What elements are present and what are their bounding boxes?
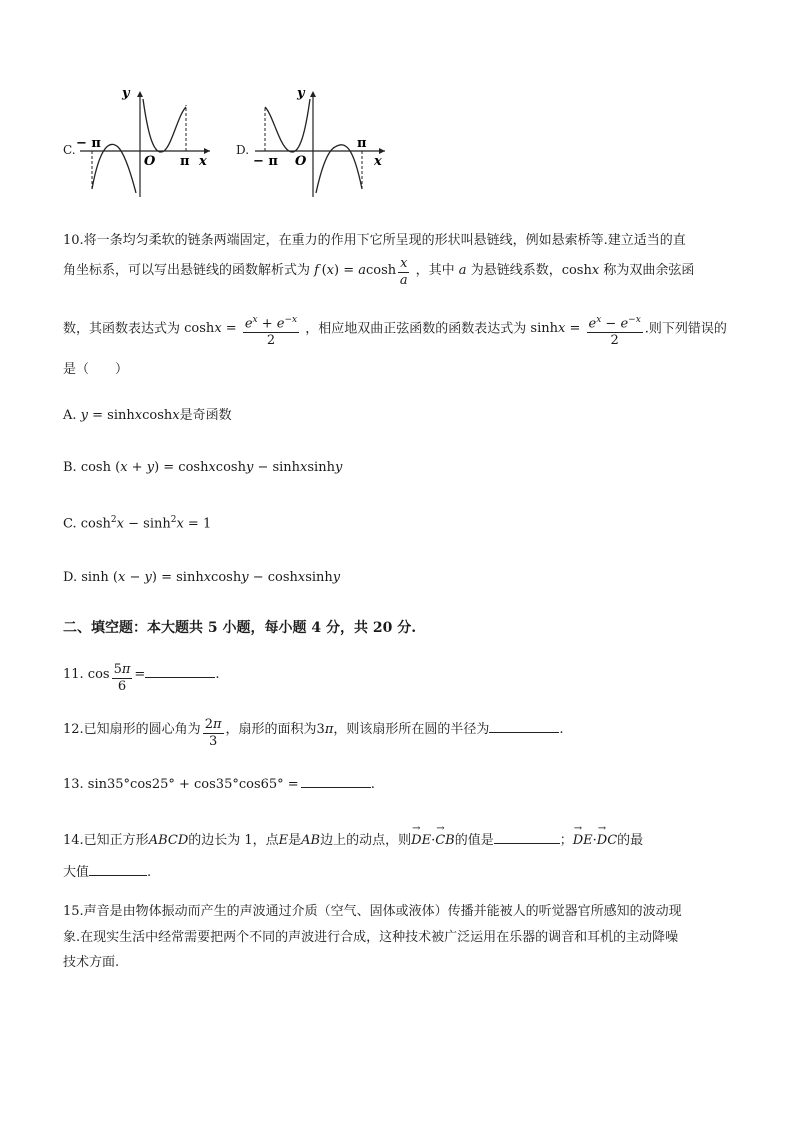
q15-line-3: 技术方面. — [63, 955, 120, 970]
q10-line-2 — [63, 256, 694, 289]
neg-pi-label: − π — [76, 136, 101, 151]
q11-line: 11. cos $\frac{5\pi}{6}$ = . — [63, 662, 220, 694]
q13-line: 13. sin35°cos25° + cos35°cos65° = . — [63, 777, 375, 792]
curve-left — [92, 144, 136, 193]
q14-answer-blank-2[interactable] — [89, 863, 147, 876]
q14-answer-blank-1[interactable] — [494, 831, 560, 844]
q12-text-middle: ，扇形的面积为 — [225, 722, 317, 737]
q12-answer-blank[interactable] — [489, 720, 559, 733]
q13-answer-blank[interactable] — [301, 775, 371, 788]
q10-text-4: 是（ ） — [63, 362, 129, 377]
q14-text-mid2: 是 — [288, 833, 302, 848]
q12-line: 12.已知扇形的圆心角为 $\frac{2\pi}{3}$ ，扇形的面积为3π，则该扇形所在圆的半径为 . — [63, 717, 564, 749]
y-label: y — [297, 86, 305, 101]
q14-text-line2: 大值 — [63, 865, 90, 880]
q15-line-1: 15.声音是由物体振动而产生的声波通过介质（空气、固体或液体）传播并能被人的听觉器官所感知的波动现 — [63, 904, 682, 919]
q10-text-1: 10.将一条均匀柔软的链条两端固定，在重力的作用下它所呈现的形状叫悬链线，例如悬索桥等.建立适当的直 — [63, 233, 686, 248]
q10-text-2c: 为悬链线系数，cosh — [470, 263, 592, 278]
y-axis-arrow — [137, 91, 143, 97]
curve-right — [143, 99, 186, 152]
q12-text-prefix: 12.已知扇形的圆心角为 — [63, 722, 201, 737]
neg-pi-label: − π — [253, 154, 278, 169]
x-label: x — [374, 154, 382, 169]
origin-label: O — [295, 154, 307, 169]
option-c-plot — [60, 85, 220, 200]
pi-label: π — [180, 154, 190, 169]
q10-text-2b: ，其中 — [415, 263, 455, 278]
pi-label: π — [357, 136, 367, 151]
q10-option-b: B. cosh (x + y) = coshxcoshy − sinhxsinhy — [63, 460, 343, 475]
q10-cosh-formula: coshx = $\frac{e^x + e^{-x}}{2}$ — [184, 321, 301, 336]
q14-line-2: 大值 . — [63, 865, 152, 880]
curve-right — [316, 145, 362, 193]
y-label: y — [122, 86, 130, 101]
q10-catenary-formula: f (x) = acosh $\frac{x}{a}$ — [314, 256, 408, 288]
q14-text-mid3: 边上的动点，则 — [320, 833, 412, 848]
q10-text-3c: .则下列错误的 — [644, 321, 727, 337]
q14-line-1: 14.已知正方形ABCD的边长为 1，点E是AB边上的动点，则→ DE·→ CB的值是 ；→ DE·→ DC的最 — [63, 829, 643, 848]
option-d-plot — [235, 85, 395, 200]
q10-text-2a: 角坐标系，可以写出悬链线的函数解析式为 — [63, 263, 311, 278]
q15-line-2: 象.在现实生活中经常需要把两个不同的声波进行合成，这种技术被广泛运用在乐器的调音和耳机的主动降噪 — [63, 930, 679, 945]
y-axis-arrow — [310, 91, 316, 97]
q14-text-prefix: 14.已知正方形 — [63, 833, 149, 848]
q11-text: 11. cos — [63, 667, 110, 682]
q10-line-4 — [63, 358, 128, 377]
q10-option-a-suffix: 是奇函数 — [179, 408, 232, 423]
q10-text-2d: 称为双曲余弦函 — [603, 263, 695, 278]
q10-var-a: a — [458, 263, 467, 278]
q10-var-x: x — [591, 263, 600, 278]
q10-text-3a: 数，其函数表达式为 — [63, 321, 181, 337]
q10-option-c: C. $\cosh^2x - \sinh^2x = 1$ — [63, 515, 212, 532]
q10-line-3 — [63, 312, 727, 349]
option-d-label: D. — [236, 143, 250, 157]
q14-text-mid1: 的边长为 1，点 — [188, 833, 279, 848]
section-2-heading: 二、填空题：本大题共 5 小题，每小题 4 分，共 20 分. — [63, 620, 417, 636]
curve-left — [265, 99, 310, 152]
q14-text-mid4: 的值是 — [454, 833, 494, 848]
q10-sinh-formula: sinhx = $\frac{e^x - e^{-x}}{2}$ — [530, 321, 644, 336]
q13-text: 13. sin35°cos25° + cos35°cos65° = — [63, 777, 299, 792]
q10-line-1 — [63, 229, 686, 248]
q14-text-mid5: ； — [559, 833, 573, 848]
option-c-graph — [60, 85, 220, 200]
q10-option-d: D. sinh (x − y) = sinhxcoshy − coshxsinhy — [63, 570, 341, 585]
q12-text-suffix: ，则该扇形所在圆的半径为 — [333, 722, 490, 737]
x-label: x — [199, 154, 207, 169]
q14-text-mid6: 的最 — [617, 833, 644, 848]
origin-label: O — [144, 154, 156, 169]
option-c-label: C. — [63, 143, 76, 157]
q10-text-3b: ，相应地双曲正弦函数的函数表达式为 — [305, 321, 527, 337]
q11-answer-blank[interactable] — [145, 665, 215, 678]
q10-option-a: A. y = sinhxcoshx是奇函数 — [63, 408, 232, 423]
option-d-graph — [235, 85, 395, 200]
